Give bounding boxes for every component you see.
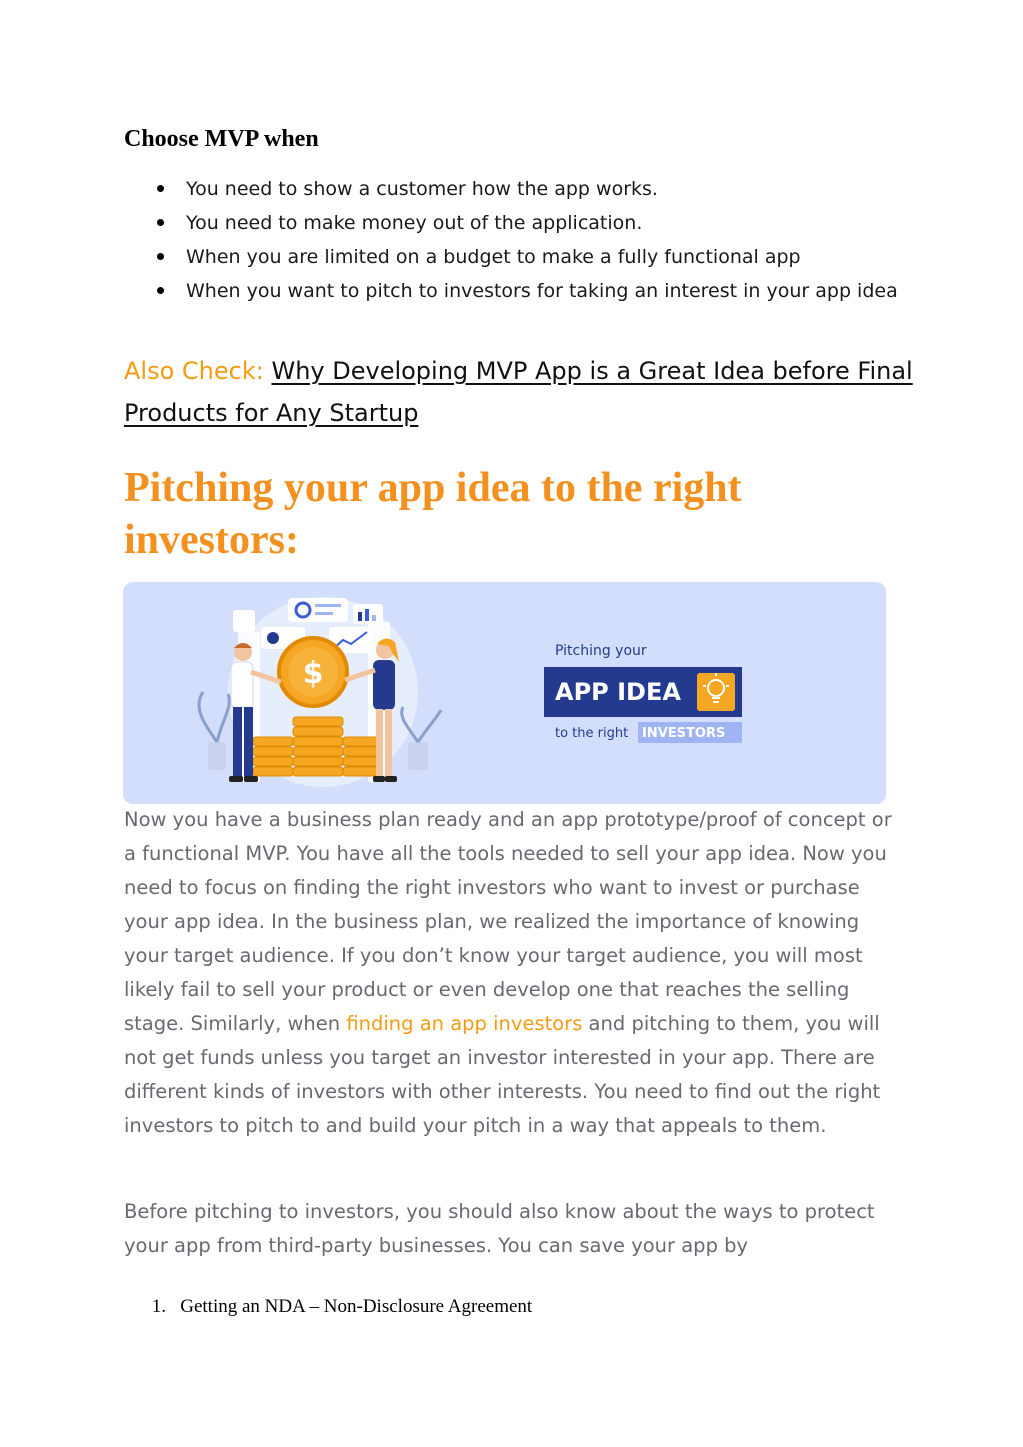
banner-image — [123, 582, 886, 804]
numbered-list-item — [124, 1296, 532, 1318]
list-item: When you are limited on a budget to make a fully functional app — [124, 240, 924, 274]
lightbulb-box — [697, 673, 735, 711]
list-item: You need to make money out of the application. — [124, 206, 924, 240]
list-text: Getting an NDA – Non-Disclosure Agreement — [180, 1296, 533, 1317]
section-heading: Choose MVP when — [124, 126, 319, 152]
list-number: 1. — [151, 1296, 166, 1317]
bullet-icon — [157, 287, 164, 294]
bullet-list — [124, 172, 924, 308]
main-heading: Pitching your app idea to the right investors: — [124, 465, 742, 563]
coin-stack-left — [253, 737, 293, 776]
bullet-icon — [157, 185, 164, 192]
bullet-icon — [157, 253, 164, 260]
coin-stack-center — [293, 717, 343, 776]
finding-investors-link[interactable]: finding an app investors — [346, 1012, 583, 1035]
bullet-icon — [157, 219, 164, 226]
list-item: When you want to pitch to investors for taking an interest in your app idea — [124, 274, 924, 308]
list-item: You need to show a customer how the app works. — [124, 172, 924, 206]
also-check-label: Also Check: — [124, 357, 264, 385]
paragraph-protect: Before pitching to investors, you should also know about the ways to protect your app from third-party businesses. You can save your app by — [124, 1200, 875, 1257]
banner-line3-badge: INVESTORS — [642, 726, 726, 741]
coin-stack-right — [343, 737, 381, 776]
banner-line2: APP IDEA — [555, 678, 681, 706]
banner-line3-prefix: to the right — [555, 726, 629, 741]
paragraph-investors: Now you have a business plan ready and an app prototype/proof of concept or a functional MVP. You have all the tools needed to sell your app idea. Now you need to focus on finding the right investors who want to invest or purchase your app idea. In the business plan, we realized the importance of knowing your target audience. If you don’t know your target audience, you will most likely fail to sell your product or even develop one that reaches the selling stage. Similarly, when finding an app investors and pitching to them, you will not get funds unless you target an investor interested in your app. There are different kinds of investors with other interests. You need to find out the right investors to pitch to and build your pitch in a way that appeals to them. — [124, 808, 892, 1137]
plant-pot-right — [408, 742, 428, 770]
doc-card-icon — [233, 610, 255, 632]
banner-illustration — [123, 582, 886, 804]
banner-line1: Pitching your — [555, 643, 647, 659]
plant-pot-left — [208, 742, 226, 770]
also-check-link[interactable]: Why Developing MVP App is a Great Idea before Final Products for Any Startup — [124, 357, 913, 427]
svg-text:$: $ — [302, 656, 324, 691]
also-check — [124, 350, 914, 434]
